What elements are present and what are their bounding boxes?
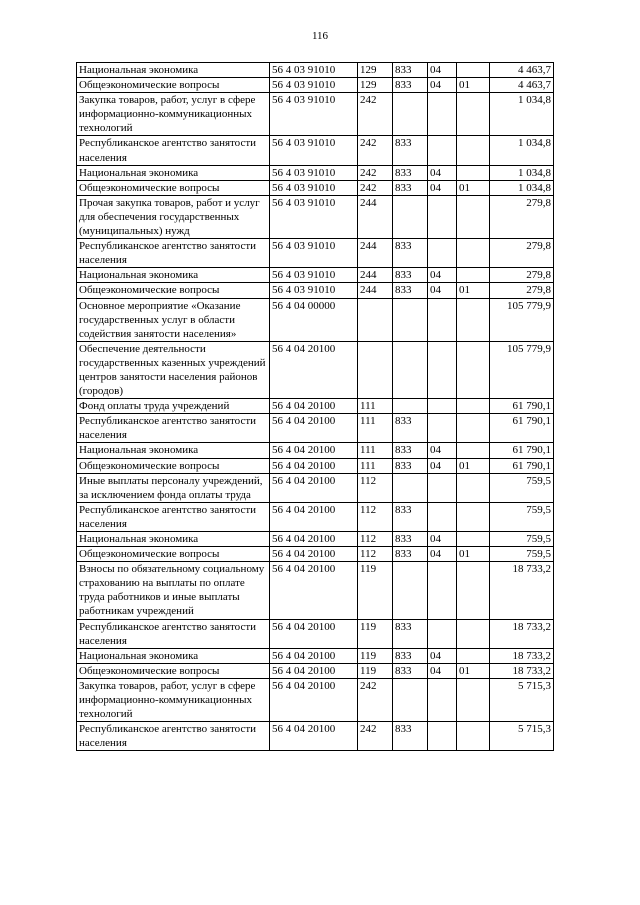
row-administrator-code	[393, 678, 428, 721]
row-section	[428, 239, 457, 268]
row-amount: 1 034,8	[490, 165, 554, 180]
row-expense-type: 112	[358, 532, 393, 547]
row-subsection	[457, 678, 490, 721]
table-row	[77, 663, 554, 678]
table-row	[77, 619, 554, 648]
row-target-article: 56 4 04 20100	[270, 648, 358, 663]
row-amount: 4 463,7	[490, 63, 554, 78]
row-subsection: 01	[457, 180, 490, 195]
row-subsection	[457, 239, 490, 268]
row-name: Республиканское агентство занятости населения	[77, 619, 270, 648]
row-target-article: 56 4 04 20100	[270, 502, 358, 531]
row-target-article: 56 4 04 20100	[270, 547, 358, 562]
row-name: Основное мероприятие «Оказание государственных услуг в области содействия занятости населения»	[77, 298, 270, 341]
row-section: 04	[428, 532, 457, 547]
row-amount: 61 790,1	[490, 399, 554, 414]
row-amount: 18 733,2	[490, 619, 554, 648]
row-name: Общеэкономические вопросы	[77, 180, 270, 195]
row-amount: 18 733,2	[490, 562, 554, 619]
row-expense-type: 111	[358, 458, 393, 473]
budget-table-body	[77, 63, 554, 751]
row-amount: 759,5	[490, 532, 554, 547]
row-name: Закупка товаров, работ, услуг в сфере информационно-коммуникационных технологий	[77, 93, 270, 136]
row-section	[428, 722, 457, 751]
row-subsection	[457, 165, 490, 180]
row-section: 04	[428, 443, 457, 458]
table-row	[77, 341, 554, 398]
row-subsection	[457, 195, 490, 238]
row-amount: 105 779,9	[490, 341, 554, 398]
table-row	[77, 268, 554, 283]
row-amount: 759,5	[490, 473, 554, 502]
row-section: 04	[428, 663, 457, 678]
row-section	[428, 399, 457, 414]
row-administrator-code: 833	[393, 547, 428, 562]
row-section	[428, 502, 457, 531]
row-target-article: 56 4 03 91010	[270, 283, 358, 298]
row-name: Обеспечение деятельности государственных казенных учреждений центров занятости населения районов (городов)	[77, 341, 270, 398]
row-expense-type: 111	[358, 443, 393, 458]
row-amount: 279,8	[490, 195, 554, 238]
row-section	[428, 195, 457, 238]
row-section	[428, 678, 457, 721]
row-subsection	[457, 341, 490, 398]
row-administrator-code	[393, 562, 428, 619]
table-row	[77, 239, 554, 268]
table-row	[77, 473, 554, 502]
row-target-article: 56 4 03 91010	[270, 78, 358, 93]
row-administrator-code: 833	[393, 502, 428, 531]
row-administrator-code	[393, 473, 428, 502]
table-row	[77, 458, 554, 473]
table-row	[77, 722, 554, 751]
row-administrator-code	[393, 399, 428, 414]
row-section	[428, 136, 457, 165]
row-expense-type: 129	[358, 63, 393, 78]
row-target-article: 56 4 03 91010	[270, 136, 358, 165]
row-expense-type: 111	[358, 414, 393, 443]
row-expense-type: 112	[358, 502, 393, 531]
row-expense-type: 244	[358, 283, 393, 298]
row-administrator-code: 833	[393, 78, 428, 93]
row-expense-type	[358, 298, 393, 341]
row-name: Республиканское агентство занятости населения	[77, 502, 270, 531]
row-target-article: 56 4 04 20100	[270, 678, 358, 721]
row-expense-type: 242	[358, 180, 393, 195]
row-target-article: 56 4 03 91010	[270, 165, 358, 180]
row-name: Иные выплаты персоналу учреждений, за исключением фонда оплаты труда	[77, 473, 270, 502]
table-row	[77, 180, 554, 195]
row-name: Республиканское агентство занятости населения	[77, 414, 270, 443]
table-row	[77, 678, 554, 721]
row-expense-type: 112	[358, 547, 393, 562]
row-expense-type: 244	[358, 239, 393, 268]
row-subsection	[457, 399, 490, 414]
row-section: 04	[428, 180, 457, 195]
row-expense-type: 244	[358, 195, 393, 238]
row-target-article: 56 4 04 20100	[270, 562, 358, 619]
row-amount: 18 733,2	[490, 648, 554, 663]
table-row	[77, 195, 554, 238]
row-name: Общеэкономические вопросы	[77, 458, 270, 473]
row-administrator-code	[393, 195, 428, 238]
row-subsection	[457, 443, 490, 458]
row-section	[428, 619, 457, 648]
table-row	[77, 547, 554, 562]
table-row	[77, 78, 554, 93]
row-section: 04	[428, 283, 457, 298]
row-name: Общеэкономические вопросы	[77, 78, 270, 93]
row-administrator-code: 833	[393, 283, 428, 298]
row-expense-type: 119	[358, 562, 393, 619]
row-subsection	[457, 414, 490, 443]
row-subsection	[457, 532, 490, 547]
row-target-article: 56 4 03 91010	[270, 180, 358, 195]
page-number: 116	[311, 30, 329, 42]
row-section	[428, 562, 457, 619]
row-expense-type: 242	[358, 678, 393, 721]
row-administrator-code: 833	[393, 239, 428, 268]
row-name: Республиканское агентство занятости населения	[77, 136, 270, 165]
row-name: Фонд оплаты труда учреждений	[77, 399, 270, 414]
row-section: 04	[428, 63, 457, 78]
row-expense-type: 242	[358, 136, 393, 165]
row-administrator-code: 833	[393, 532, 428, 547]
table-row	[77, 648, 554, 663]
row-target-article: 56 4 04 20100	[270, 663, 358, 678]
row-name: Закупка товаров, работ, услуг в сфере информационно-коммуникационных технологий	[77, 678, 270, 721]
row-target-article: 56 4 04 20100	[270, 414, 358, 443]
row-subsection: 01	[457, 663, 490, 678]
row-section: 04	[428, 165, 457, 180]
row-administrator-code	[393, 341, 428, 398]
row-amount: 279,8	[490, 239, 554, 268]
row-administrator-code: 833	[393, 63, 428, 78]
row-amount: 759,5	[490, 547, 554, 562]
row-administrator-code: 833	[393, 648, 428, 663]
row-section	[428, 298, 457, 341]
row-amount: 4 463,7	[490, 78, 554, 93]
row-expense-type: 119	[358, 648, 393, 663]
row-amount: 279,8	[490, 283, 554, 298]
row-amount: 279,8	[490, 268, 554, 283]
row-amount: 61 790,1	[490, 414, 554, 443]
row-expense-type: 242	[358, 93, 393, 136]
row-administrator-code: 833	[393, 136, 428, 165]
row-administrator-code: 833	[393, 443, 428, 458]
table-row	[77, 414, 554, 443]
row-section	[428, 473, 457, 502]
row-expense-type: 112	[358, 473, 393, 502]
row-expense-type: 129	[358, 78, 393, 93]
table-row	[77, 502, 554, 531]
row-target-article: 56 4 04 20100	[270, 399, 358, 414]
row-administrator-code	[393, 93, 428, 136]
row-administrator-code: 833	[393, 414, 428, 443]
budget-table	[76, 62, 554, 751]
row-name: Прочая закупка товаров, работ и услуг для обеспечения государственных (муниципальных) нужд	[77, 195, 270, 238]
row-section: 04	[428, 78, 457, 93]
row-section: 04	[428, 458, 457, 473]
row-target-article: 56 4 03 91010	[270, 239, 358, 268]
row-administrator-code: 833	[393, 619, 428, 648]
row-administrator-code: 833	[393, 180, 428, 195]
row-subsection: 01	[457, 283, 490, 298]
row-subsection	[457, 298, 490, 341]
row-amount: 1 034,8	[490, 136, 554, 165]
table-row	[77, 399, 554, 414]
table-row	[77, 532, 554, 547]
table-row	[77, 165, 554, 180]
row-subsection	[457, 562, 490, 619]
row-administrator-code: 833	[393, 722, 428, 751]
row-target-article: 56 4 04 20100	[270, 473, 358, 502]
table-row	[77, 93, 554, 136]
row-amount: 1 034,8	[490, 180, 554, 195]
row-expense-type	[358, 341, 393, 398]
row-expense-type: 119	[358, 619, 393, 648]
row-target-article: 56 4 03 91010	[270, 93, 358, 136]
row-name: Национальная экономика	[77, 648, 270, 663]
row-expense-type: 111	[358, 399, 393, 414]
row-subsection	[457, 136, 490, 165]
row-name: Республиканское агентство занятости населения	[77, 722, 270, 751]
row-expense-type: 244	[358, 268, 393, 283]
row-name: Национальная экономика	[77, 532, 270, 547]
table-row	[77, 443, 554, 458]
row-target-article: 56 4 04 00000	[270, 298, 358, 341]
row-name: Общеэкономические вопросы	[77, 663, 270, 678]
table-row	[77, 136, 554, 165]
row-target-article: 56 4 04 20100	[270, 443, 358, 458]
row-section: 04	[428, 547, 457, 562]
row-amount: 105 779,9	[490, 298, 554, 341]
row-administrator-code: 833	[393, 458, 428, 473]
row-administrator-code: 833	[393, 663, 428, 678]
row-amount: 61 790,1	[490, 458, 554, 473]
row-target-article: 56 4 03 91010	[270, 63, 358, 78]
row-name: Республиканское агентство занятости населения	[77, 239, 270, 268]
row-expense-type: 242	[358, 722, 393, 751]
row-name: Национальная экономика	[77, 165, 270, 180]
row-expense-type: 242	[358, 165, 393, 180]
row-administrator-code: 833	[393, 268, 428, 283]
row-target-article: 56 4 03 91010	[270, 195, 358, 238]
table-row	[77, 298, 554, 341]
row-amount: 5 715,3	[490, 722, 554, 751]
row-name: Национальная экономика	[77, 63, 270, 78]
row-subsection: 01	[457, 547, 490, 562]
row-name: Национальная экономика	[77, 268, 270, 283]
row-subsection	[457, 722, 490, 751]
row-administrator-code	[393, 298, 428, 341]
row-amount: 61 790,1	[490, 443, 554, 458]
row-section	[428, 93, 457, 136]
table-row	[77, 562, 554, 619]
table-row	[77, 63, 554, 78]
row-subsection	[457, 648, 490, 663]
row-target-article: 56 4 04 20100	[270, 619, 358, 648]
row-target-article: 56 4 04 20100	[270, 532, 358, 547]
row-name: Общеэкономические вопросы	[77, 283, 270, 298]
row-amount: 1 034,8	[490, 93, 554, 136]
row-subsection	[457, 63, 490, 78]
row-subsection	[457, 268, 490, 283]
row-amount: 759,5	[490, 502, 554, 531]
row-subsection: 01	[457, 458, 490, 473]
row-administrator-code: 833	[393, 165, 428, 180]
row-section	[428, 341, 457, 398]
row-amount: 18 733,2	[490, 663, 554, 678]
row-subsection	[457, 502, 490, 531]
row-expense-type: 119	[358, 663, 393, 678]
row-subsection	[457, 473, 490, 502]
row-section	[428, 414, 457, 443]
row-target-article: 56 4 04 20100	[270, 458, 358, 473]
row-subsection: 01	[457, 78, 490, 93]
row-name: Взносы по обязательному социальному страхованию на выплаты по оплате труда работников и иные выплаты работникам учреждений	[77, 562, 270, 619]
row-subsection	[457, 619, 490, 648]
row-name: Национальная экономика	[77, 443, 270, 458]
row-amount: 5 715,3	[490, 678, 554, 721]
row-subsection	[457, 93, 490, 136]
row-target-article: 56 4 03 91010	[270, 268, 358, 283]
row-section: 04	[428, 268, 457, 283]
row-name: Общеэкономические вопросы	[77, 547, 270, 562]
table-row	[77, 283, 554, 298]
row-target-article: 56 4 04 20100	[270, 722, 358, 751]
row-target-article: 56 4 04 20100	[270, 341, 358, 398]
row-section: 04	[428, 648, 457, 663]
